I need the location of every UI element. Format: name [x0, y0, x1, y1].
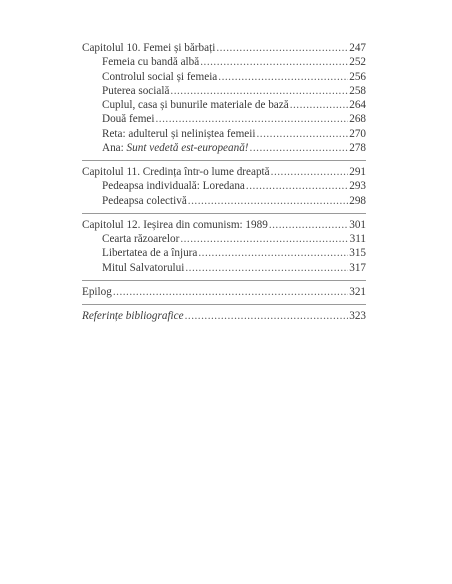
toc-references[interactable]	[82, 309, 366, 323]
leader-dots	[269, 218, 348, 232]
toc-subentry[interactable]	[82, 98, 366, 112]
leader-dots	[256, 127, 348, 141]
subentry-title-prefix: Ana:	[102, 141, 127, 154]
toc-subentry[interactable]	[82, 246, 366, 260]
table-of-contents	[82, 41, 366, 323]
leader-dots	[185, 261, 348, 275]
leader-dots	[216, 41, 348, 55]
subentry-title: Reta: adulterul și neliniștea femeii	[102, 127, 256, 140]
chapter-title: Capitolul 12. Ieșirea din comunism: 1989	[82, 218, 268, 231]
toc-subentry[interactable]	[82, 84, 366, 98]
leader-dots	[180, 232, 348, 246]
toc-chapter-12[interactable]	[82, 218, 366, 232]
page-number: 321	[349, 285, 366, 298]
subentry-title: Puterea socială	[102, 84, 170, 97]
page-number: 270	[349, 127, 366, 140]
epilog-title: Epilog	[82, 285, 112, 298]
leader-dots	[185, 309, 349, 323]
toc-chapter-11[interactable]	[82, 165, 366, 179]
section-divider	[82, 280, 366, 281]
page-number: 315	[349, 247, 366, 260]
leader-dots	[271, 165, 349, 179]
toc-subentry[interactable]	[82, 55, 366, 69]
toc-subentry[interactable]	[82, 70, 366, 84]
page-number: 252	[349, 56, 366, 69]
toc-subentry[interactable]	[82, 261, 366, 275]
references-title: Referințe bibliografice	[82, 310, 184, 322]
leader-dots	[188, 194, 348, 208]
leader-dots	[198, 246, 348, 260]
subentry-title: Pedeapsa individuală: Loredana	[102, 180, 245, 193]
page-number: 317	[349, 261, 366, 274]
subentry-title: Libertatea de a înjura	[102, 247, 198, 260]
page-number: 258	[349, 84, 366, 97]
page-number: 291	[349, 166, 366, 178]
chapter-title: Capitolul 11. Credința într-o lume dreaptă	[82, 166, 270, 178]
toc-subentry[interactable]	[82, 127, 366, 141]
leader-dots	[170, 84, 348, 98]
page-number: 278	[349, 141, 366, 154]
subentry-title	[102, 141, 249, 155]
subentry-title: Două femei	[102, 113, 155, 126]
toc-subentry[interactable]	[82, 232, 366, 246]
subentry-title: Femeia cu bandă albă	[102, 56, 200, 69]
toc-subentry[interactable]	[82, 112, 366, 126]
toc-epilog[interactable]	[82, 285, 366, 299]
page-number: 311	[349, 233, 366, 245]
leader-dots	[200, 55, 348, 69]
leader-dots	[250, 141, 349, 155]
leader-dots	[290, 98, 349, 112]
subentry-title-italic: Sunt vedetă est-europeană!	[126, 141, 249, 154]
toc-chapter-10[interactable]	[82, 41, 366, 55]
subentry-title: Controlul social și femeia	[102, 70, 218, 83]
chapter-title: Capitolul 10. Femei și bărbați	[82, 42, 216, 54]
subentry-title: Cearta răzoarelor	[102, 233, 180, 245]
page-number: 247	[349, 42, 366, 54]
toc-subentry[interactable]	[82, 179, 366, 193]
page-number: 264	[349, 99, 366, 111]
subentry-title: Pedeapsa colectivă	[102, 194, 187, 207]
leader-dots	[113, 285, 348, 299]
section-divider	[82, 304, 366, 305]
page-number: 301	[349, 218, 366, 231]
page-number: 298	[349, 194, 366, 207]
leader-dots	[246, 179, 348, 193]
toc-subentry[interactable]	[82, 194, 366, 208]
subentry-title: Cuplul, casa și bunurile materiale de bază	[102, 99, 289, 111]
page-number: 268	[349, 113, 366, 126]
page-number: 293	[349, 180, 366, 193]
leader-dots	[156, 112, 349, 126]
page-number: 256	[349, 70, 366, 83]
section-divider	[82, 213, 366, 214]
leader-dots	[218, 70, 348, 84]
page-number: 323	[349, 310, 366, 322]
toc-subentry[interactable]	[82, 141, 366, 155]
section-divider	[82, 160, 366, 161]
subentry-title: Mitul Salvatorului	[102, 261, 185, 274]
